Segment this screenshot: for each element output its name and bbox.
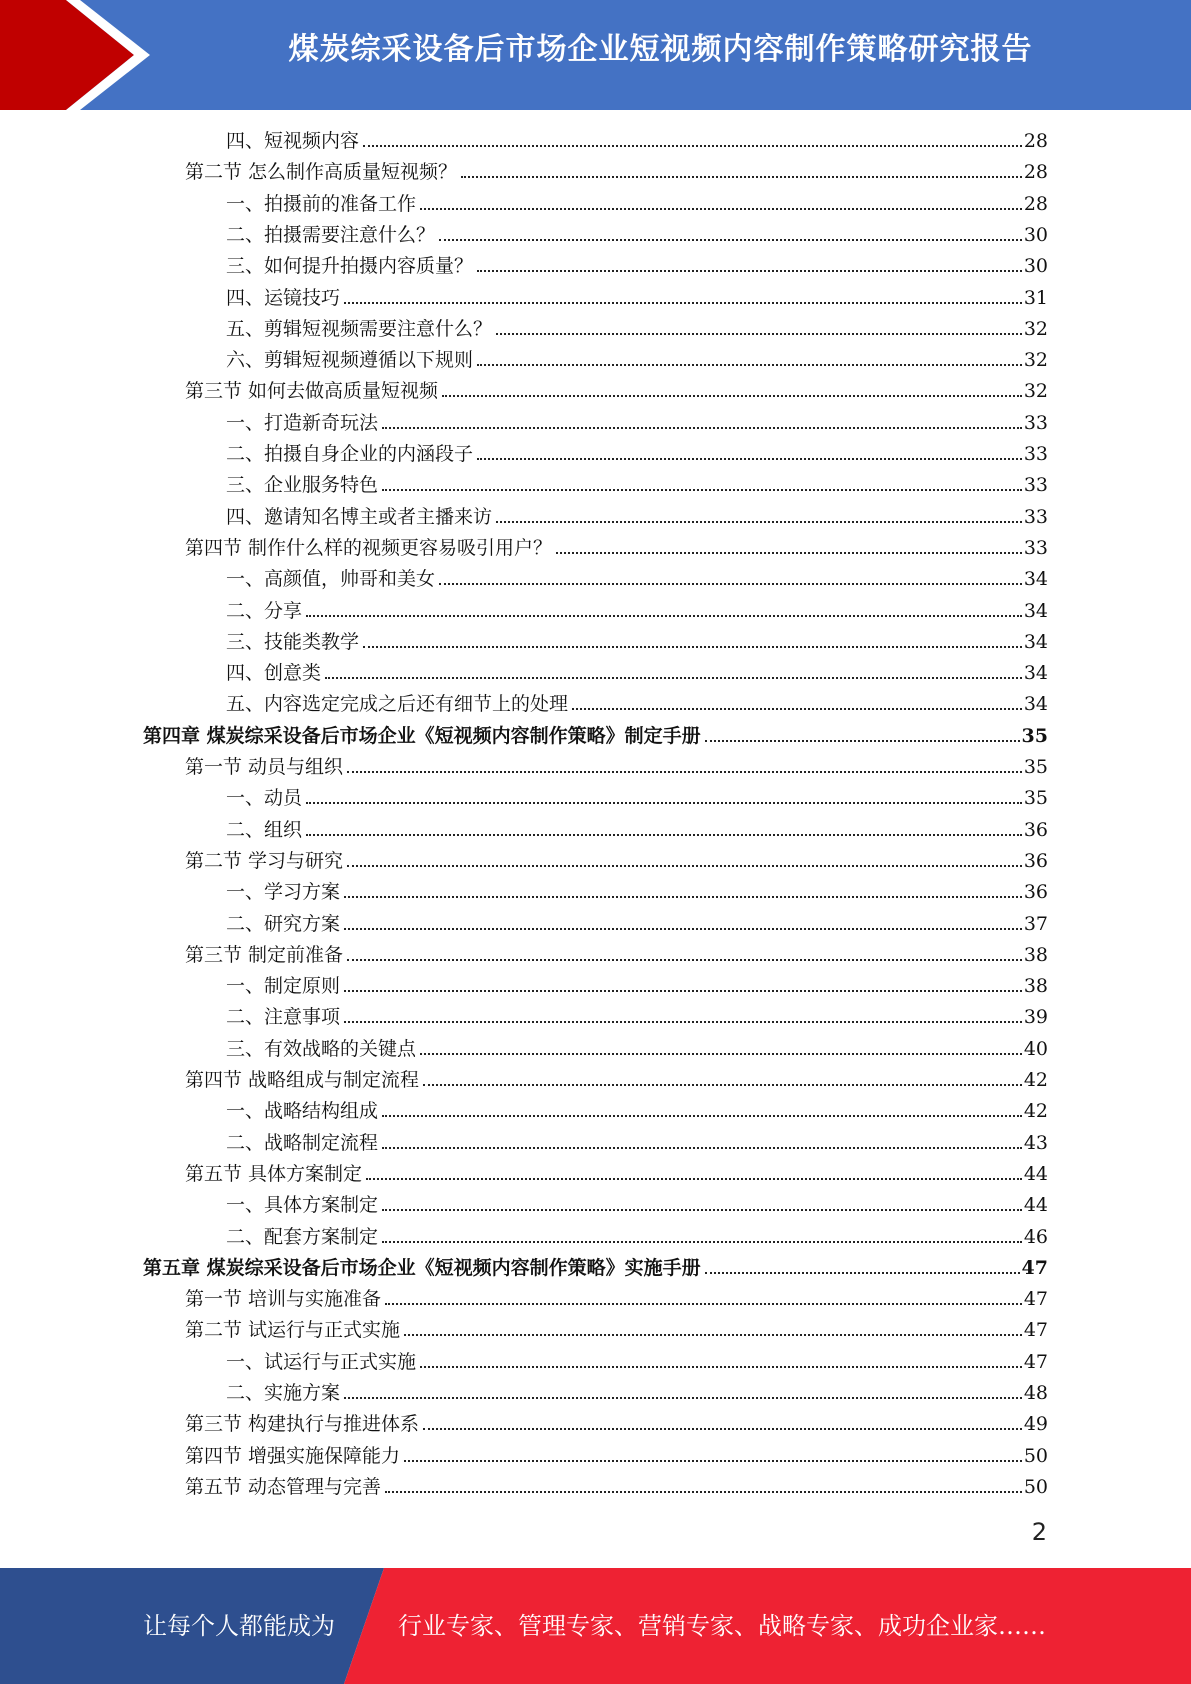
- toc-subsection-entry[interactable]: [226, 689, 1048, 719]
- toc-entry-page: 32: [1023, 317, 1048, 340]
- toc-dot-leader: [306, 615, 1022, 617]
- toc-entry-label: 四、短视频内容: [226, 130, 360, 152]
- toc-subsection-entry[interactable]: [226, 596, 1048, 626]
- toc-entry-page: 34: [1023, 599, 1048, 622]
- toc-section-entry[interactable]: [185, 940, 1048, 970]
- toc-entry-label: 第三节 制定前准备: [185, 943, 344, 966]
- toc-subsection-entry[interactable]: [226, 909, 1048, 939]
- footer-slogan-right: 行业专家、管理专家、营销专家、战略专家、成功企业家……: [398, 1612, 1046, 1640]
- toc-entry-label: 四、创意类: [226, 662, 322, 685]
- toc-entry-page: 49: [1023, 1413, 1048, 1436]
- toc-entry-page: 47: [1023, 1288, 1048, 1311]
- toc-entry-page: 42: [1023, 1069, 1048, 1091]
- toc-entry-page: 35: [1023, 787, 1048, 810]
- toc-entry-label: 第一节 培训与实施准备: [185, 1288, 382, 1311]
- toc-section-entry[interactable]: [185, 1315, 1048, 1345]
- toc-section-entry[interactable]: [185, 846, 1048, 876]
- toc-entry-page: 34: [1023, 568, 1048, 591]
- toc-subsection-entry[interactable]: [226, 1096, 1048, 1126]
- toc-entry-label: 一、打造新奇玩法: [226, 411, 379, 434]
- toc-dot-leader: [344, 928, 1022, 930]
- page-number: 2: [1031, 1518, 1047, 1546]
- toc-dot-leader: [404, 1460, 1022, 1462]
- toc-entry-label: 第五节 动态管理与完善: [185, 1475, 382, 1498]
- toc-subsection-entry[interactable]: [226, 1190, 1048, 1220]
- toc-entry-label: 一、拍摄前的准备工作: [226, 192, 417, 215]
- toc-entry-page: 33: [1023, 505, 1048, 528]
- toc-entry-label: 一、具体方案制定: [226, 1194, 379, 1217]
- toc-entry-label: 五、内容选定完成之后还有细节上的处理: [226, 693, 569, 716]
- toc-entry-label: 第五节 具体方案制定: [185, 1162, 363, 1185]
- toc-entry-page: 50: [1023, 1475, 1048, 1498]
- toc-section-entry[interactable]: [185, 1065, 1048, 1095]
- toc-dot-leader: [344, 896, 1022, 898]
- toc-entry-page: 31: [1023, 286, 1048, 309]
- toc-entry-page: 32: [1023, 380, 1048, 403]
- toc-entry-page: 35: [1023, 756, 1048, 778]
- toc-dot-leader: [423, 1084, 1022, 1086]
- toc-entry-page: 30: [1023, 255, 1048, 278]
- toc-entry-page: 36: [1023, 818, 1048, 841]
- toc-entry-label: 第一节 动员与组织: [185, 756, 344, 778]
- toc-entry-label: 第二节 试运行与正式实施: [185, 1319, 401, 1342]
- toc-section-entry[interactable]: [185, 1441, 1048, 1471]
- toc-entry-page: 42: [1023, 1100, 1048, 1123]
- toc-dot-leader: [344, 990, 1022, 992]
- toc-entry-label: 二、配套方案制定: [226, 1225, 379, 1248]
- toc-subsection-entry[interactable]: [226, 783, 1048, 813]
- toc-entry-page: 48: [1023, 1382, 1048, 1404]
- toc-entry-page: 39: [1023, 1006, 1048, 1029]
- toc-entry-label: 三、企业服务特色: [226, 474, 379, 497]
- toc-entry-label: 三、技能类教学: [226, 630, 360, 653]
- toc-entry-label: 第二节 怎么制作高质量短视频？: [185, 161, 458, 184]
- toc-entry-label: 二、组织: [226, 818, 303, 841]
- toc-dot-leader: [404, 1334, 1022, 1336]
- toc-entry-label: 二、分享: [226, 599, 303, 622]
- toc-subsection-entry[interactable]: [226, 1347, 1048, 1377]
- toc-entry-label: 三、有效战略的关键点: [226, 1037, 417, 1060]
- toc-dot-leader: [347, 865, 1022, 867]
- toc-dot-leader: [442, 395, 1022, 397]
- toc-entry-page: 40: [1023, 1037, 1048, 1060]
- toc-dot-leader: [477, 270, 1022, 272]
- toc-section-entry[interactable]: [185, 376, 1048, 406]
- toc-entry-page: 33: [1023, 536, 1048, 559]
- toc-entry-label: 二、拍摄自身企业的内涵段子: [226, 443, 474, 465]
- toc-dot-leader: [705, 740, 1020, 742]
- toc-entry-page: 33: [1023, 443, 1048, 465]
- toc-entry-label: 第五章 煤炭综采设备后市场企业《短视频内容制作策略》实施手册: [143, 1256, 701, 1279]
- toc-dot-leader: [344, 1021, 1022, 1023]
- toc-subsection-entry[interactable]: [226, 1222, 1048, 1252]
- toc-subsection-entry[interactable]: [226, 815, 1048, 845]
- toc-entry-label: 一、战略结构组成: [226, 1100, 379, 1123]
- page-header: [0, 0, 1191, 110]
- toc-dot-leader: [496, 333, 1022, 335]
- toc-entry-label: 六、剪辑短视频遵循以下规则: [226, 349, 474, 372]
- toc-entry-label: 第二节 学习与研究: [185, 849, 344, 872]
- toc-subsection-entry[interactable]: [226, 564, 1048, 594]
- toc-subsection-entry[interactable]: [226, 439, 1048, 469]
- toc-subsection-entry[interactable]: [226, 189, 1048, 219]
- toc-entry-page: 44: [1023, 1194, 1048, 1217]
- toc-subsection-entry[interactable]: [226, 1128, 1048, 1158]
- toc-dot-leader: [496, 521, 1022, 523]
- toc-subsection-entry[interactable]: [226, 283, 1048, 313]
- toc-dot-leader: [366, 1178, 1022, 1180]
- toc-entry-page: 33: [1023, 474, 1048, 497]
- toc-subsection-entry[interactable]: [226, 220, 1048, 250]
- toc-section-entry[interactable]: [185, 1409, 1048, 1439]
- toc-dot-leader: [306, 834, 1022, 836]
- toc-entry-label: 第三节 构建执行与推进体系: [185, 1413, 420, 1436]
- toc-entry-label: 一、动员: [226, 787, 303, 810]
- toc-subsection-entry[interactable]: [226, 345, 1048, 375]
- toc-entry-label: 五、剪辑短视频需要注意什么？: [226, 317, 493, 340]
- toc-entry-label: 四、运镜技巧: [226, 286, 341, 309]
- toc-subsection-entry[interactable]: [226, 470, 1048, 500]
- toc-entry-page: 38: [1023, 975, 1048, 998]
- toc-entry-page: 47: [1021, 1256, 1048, 1279]
- toc-dot-leader: [382, 1147, 1022, 1149]
- toc-entry-label: 二、拍摄需要注意什么？: [226, 223, 436, 246]
- toc-dot-leader: [306, 802, 1022, 804]
- toc-dot-leader: [461, 176, 1022, 178]
- toc-entry-label: 一、学习方案: [226, 881, 341, 904]
- toc-dot-leader: [420, 1366, 1022, 1368]
- toc-dot-leader: [705, 1272, 1020, 1274]
- toc-entry-label: 第四章 煤炭综采设备后市场企业《短视频内容制作策略》制定手册: [143, 724, 701, 747]
- toc-subsection-entry[interactable]: [226, 1002, 1048, 1032]
- document-title: 煤炭综采设备后市场企业短视频内容制作策略研究报告: [288, 32, 1033, 67]
- toc-section-entry[interactable]: [185, 1284, 1048, 1314]
- toc-dot-leader: [556, 552, 1022, 554]
- toc-entry-page: 30: [1023, 223, 1048, 246]
- toc-dot-leader: [363, 646, 1022, 648]
- toc-section-entry[interactable]: [185, 1159, 1048, 1189]
- footer-slogan-left: 让每个人都能成为: [143, 1612, 335, 1640]
- toc-section-entry[interactable]: [185, 157, 1048, 187]
- toc-dot-leader: [363, 145, 1022, 147]
- toc-entry-page: 32: [1023, 349, 1048, 372]
- toc-entry-page: 33: [1023, 411, 1048, 434]
- toc-dot-leader: [344, 1397, 1022, 1399]
- toc-subsection-entry[interactable]: [226, 126, 1048, 156]
- toc-entry-label: 四、邀请知名博主或者主播来访: [226, 505, 493, 528]
- toc-subsection-entry[interactable]: [226, 314, 1048, 344]
- toc-entry-label: 二、战略制定流程: [226, 1131, 379, 1154]
- toc-subsection-entry[interactable]: [226, 251, 1048, 281]
- toc-dot-leader: [439, 583, 1022, 585]
- toc-entry-label: 三、如何提升拍摄内容质量？: [226, 255, 474, 278]
- toc-chapter-entry[interactable]: [143, 721, 1048, 751]
- toc-dot-leader: [439, 239, 1022, 241]
- toc-dot-leader: [477, 458, 1022, 460]
- toc-entry-page: 47: [1023, 1319, 1048, 1342]
- toc-entry-label: 二、实施方案: [226, 1382, 341, 1404]
- toc-subsection-entry[interactable]: [226, 877, 1048, 907]
- toc-entry-page: 34: [1023, 662, 1048, 685]
- toc-entry-label: 一、试运行与正式实施: [226, 1350, 417, 1373]
- toc-dot-leader: [325, 677, 1022, 679]
- toc-dot-leader: [420, 1053, 1022, 1055]
- toc-entry-page: 37: [1023, 912, 1048, 935]
- toc-subsection-entry[interactable]: [226, 1378, 1048, 1408]
- toc-dot-leader: [382, 489, 1022, 491]
- toc-entry-page: 35: [1021, 724, 1048, 747]
- toc-dot-leader: [344, 302, 1022, 304]
- toc-dot-leader: [572, 708, 1022, 710]
- toc-dot-leader: [382, 1209, 1022, 1211]
- toc-subsection-entry[interactable]: [226, 658, 1048, 688]
- toc-entry-label: 一、高颜值，帅哥和美女: [226, 568, 436, 591]
- toc-dot-leader: [385, 1491, 1022, 1493]
- toc-entry-page: 38: [1023, 943, 1048, 966]
- toc-subsection-entry[interactable]: [226, 627, 1048, 657]
- toc-dot-leader: [347, 771, 1022, 773]
- toc-entry-page: 34: [1023, 693, 1048, 716]
- toc-entry-page: 28: [1023, 130, 1048, 152]
- toc-dot-leader: [420, 208, 1022, 210]
- toc-subsection-entry[interactable]: [226, 408, 1048, 438]
- toc-dot-leader: [385, 1303, 1022, 1305]
- toc-section-entry[interactable]: [185, 533, 1048, 563]
- toc-entry-label: 第四节 制作什么样的视频更容易吸引用户？: [185, 536, 553, 559]
- toc-entry-page: 47: [1023, 1350, 1048, 1373]
- toc-dot-leader: [382, 427, 1022, 429]
- page-footer: [0, 1568, 1191, 1684]
- toc-dot-leader: [477, 364, 1022, 366]
- toc-section-entry[interactable]: [185, 1472, 1048, 1502]
- toc-dot-leader: [423, 1428, 1022, 1430]
- toc-dot-leader: [382, 1241, 1022, 1243]
- toc-dot-leader: [347, 959, 1022, 961]
- toc-entry-page: 44: [1023, 1162, 1048, 1185]
- toc-entry-label: 第四节 增强实施保障能力: [185, 1444, 401, 1467]
- toc-entry-label: 第四节 战略组成与制定流程: [185, 1069, 420, 1091]
- toc-dot-leader: [382, 1115, 1022, 1117]
- toc-entry-page: 36: [1023, 881, 1048, 904]
- toc-subsection-entry[interactable]: [226, 502, 1048, 532]
- toc-entry-page: 36: [1023, 849, 1048, 872]
- toc-entry-label: 第三节 如何去做高质量短视频: [185, 380, 439, 403]
- toc-entry-label: 二、注意事项: [226, 1006, 341, 1029]
- toc-subsection-entry[interactable]: [226, 1034, 1048, 1064]
- toc-subsection-entry[interactable]: [226, 971, 1048, 1001]
- toc-entry-page: 28: [1023, 161, 1048, 184]
- toc-entry-page: 46: [1023, 1225, 1048, 1248]
- toc-entry-page: 34: [1023, 630, 1048, 653]
- toc-entry-page: 43: [1023, 1131, 1048, 1154]
- toc-entry-label: 一、制定原则: [226, 975, 341, 998]
- toc-entry-page: 50: [1023, 1444, 1048, 1467]
- toc-entry-page: 28: [1023, 192, 1048, 215]
- toc-section-entry[interactable]: [185, 752, 1048, 782]
- toc-chapter-entry[interactable]: [143, 1253, 1048, 1283]
- toc-entry-label: 二、研究方案: [226, 912, 341, 935]
